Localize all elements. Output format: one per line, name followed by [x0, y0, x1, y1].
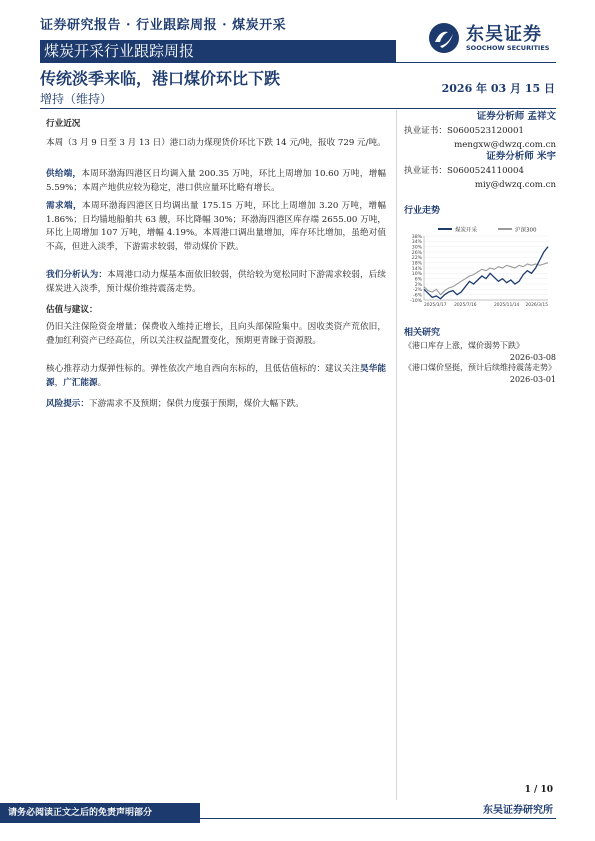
- x-tick-label: 2025/7/16: [454, 303, 477, 308]
- val2-text-e: 。: [97, 377, 107, 388]
- view-text: 本周港口动力煤基本面依旧较弱，供给较为宽松同时下游需求较弱，后续煤炭进入淡季，预计煤价维持震荡走势。: [46, 270, 386, 294]
- y-tick-label: 18%: [411, 261, 422, 267]
- paragraph-valuation-1: 仍旧关注保险资金增量；保费收入维持正增长，且向头部保险集中。因收类资产荒依旧，叠加红利资产已经高位，所以关注权益配置变化，预期更青睐于资源股。: [46, 322, 386, 346]
- y-tick-label: 30%: [411, 245, 422, 251]
- stock-guanghui: 广汇能源: [63, 377, 98, 388]
- analyst-2-role: 证券分析师 米宇: [486, 151, 556, 162]
- report-category-line: 证券研究报告 · 行业跟踪周报 · 煤炭开采: [40, 18, 287, 33]
- y-tick-label: 38%: [411, 234, 422, 240]
- logo-en-text: SOOCHOW SECURITIES: [466, 44, 550, 52]
- risk-lead: 风险提示：: [46, 399, 89, 409]
- section-recent-heading: 行业近况: [46, 119, 81, 129]
- val2-text-a: 核心推荐动力煤弹性标的。弹性依次产地自西向东标的，且低估值标的：建议关注: [46, 364, 360, 374]
- analyst-1-role: 证券分析师 孟祥文: [476, 111, 556, 122]
- rating-label: 增持（维持）: [40, 92, 113, 106]
- analyst-block-1: [404, 110, 556, 152]
- y-tick-label: -6%: [413, 293, 422, 299]
- y-tick-label: 14%: [411, 266, 422, 272]
- related-item-1-title: 《港口库存上涨，煤价弱势下跌》: [404, 341, 524, 350]
- paragraph-valuation-2: [46, 363, 386, 390]
- y-tick-label: 34%: [411, 240, 422, 246]
- section-valuation-heading: 估值与建议：: [46, 305, 98, 315]
- analyst-1-email: mengxw@dwzq.com.cn: [454, 140, 556, 150]
- analyst-1-cert: 执业证书：S0600523120001: [404, 126, 524, 136]
- stock-haohua: 昊华能源: [46, 364, 386, 388]
- risk-text: 下游需求不及预期；保供力度强于预期，煤价大幅下跌。: [88, 399, 304, 409]
- legend-label-b: 沪深300: [515, 227, 537, 234]
- paragraph-demand: [46, 200, 386, 254]
- logo-mark-icon: [428, 22, 460, 54]
- paragraph-recent: 本周（3 月 9 日至 3 月 13 日）港口动力煤现货价环比下跌 14 元/吨，报收 729 元/吨。: [46, 138, 386, 148]
- industry-trend-chart: [402, 222, 554, 310]
- y-tick-label: 6%: [414, 277, 422, 283]
- trend-heading: 行业走势: [404, 206, 441, 216]
- page-number: 1 / 10: [524, 785, 553, 795]
- related-item-2: [404, 362, 556, 386]
- y-tick-label: -10%: [410, 298, 422, 304]
- supply-lead: 供给端，: [46, 169, 82, 179]
- header-rule: [40, 108, 556, 109]
- report-headline: 传统淡季来临，港口煤价环比下跌: [40, 69, 281, 88]
- y-tick-label: 10%: [411, 272, 422, 278]
- related-item-2-date: 2026-03-01: [509, 375, 556, 384]
- paragraph-supply: [46, 168, 386, 195]
- demand-lead: 需求端，: [46, 201, 82, 211]
- y-tick-label: 26%: [411, 250, 422, 256]
- x-tick-label: 2025/3/17: [424, 303, 447, 308]
- paragraph-view: [46, 269, 386, 296]
- column-divider: [396, 110, 397, 800]
- view-lead: 我们分析认为：: [46, 270, 108, 280]
- x-tick-label: 2026/3/15: [525, 303, 548, 308]
- y-tick-label: -2%: [413, 288, 422, 294]
- y-tick-label: 2%: [414, 282, 422, 288]
- disclaimer-banner: 请务必阅读正文之后的免责声明部分: [0, 803, 200, 823]
- supply-text: 本周环渤海四港区日均调入量 200.35 万吨，环比上周增加 10.60 万吨，增幅 5.59%；本周产地供应较为稳定，港口供应量环比略有增长。: [46, 169, 386, 193]
- related-heading: 相关研究: [404, 328, 441, 338]
- industry-title-bar: 煤炭开采行业跟踪周报: [40, 40, 396, 62]
- institute-name: 东吴证券研究所: [483, 805, 553, 816]
- related-item-1: [404, 340, 556, 364]
- top-rule: [40, 62, 556, 63]
- brand-logo: [428, 20, 558, 56]
- legend-label-a: 煤炭开采: [455, 227, 478, 234]
- y-tick-label: 22%: [411, 256, 422, 262]
- x-tick-label: 2025/11/14: [494, 303, 520, 308]
- logo-cn-text: 东吴证券: [466, 24, 542, 45]
- analyst-2-email: miy@dwzq.com.cn: [474, 180, 556, 190]
- val2-text-c: ，: [54, 377, 64, 388]
- related-item-1-date: 2026-03-08: [509, 353, 556, 362]
- analyst-block-2: [404, 150, 556, 192]
- analyst-2-cert: 执业证书：S0600524110004: [404, 166, 524, 176]
- report-date: 2026 年 03 月 15 日: [441, 82, 555, 95]
- footer-rule: [200, 818, 556, 819]
- paragraph-risk: [46, 398, 386, 412]
- demand-text: 本周环渤海四港区日均调出量 175.15 万吨，环比上周增加 3.20 万吨，增幅 1.86%；日均锚地船舶共 63 艘，环比降幅 30%；环渤海四港区库存端 2655.00 万吨，环比上周增加 107 万吨，增幅 4.19%。本周港口调出量增加，库存环比增加，虽绝对值不高，但进入淡季，下游需求较弱，带动煤价下跌。: [46, 201, 386, 252]
- related-item-2-title: 《港口煤价坚挺，预计后续维持震荡走势》: [404, 363, 556, 372]
